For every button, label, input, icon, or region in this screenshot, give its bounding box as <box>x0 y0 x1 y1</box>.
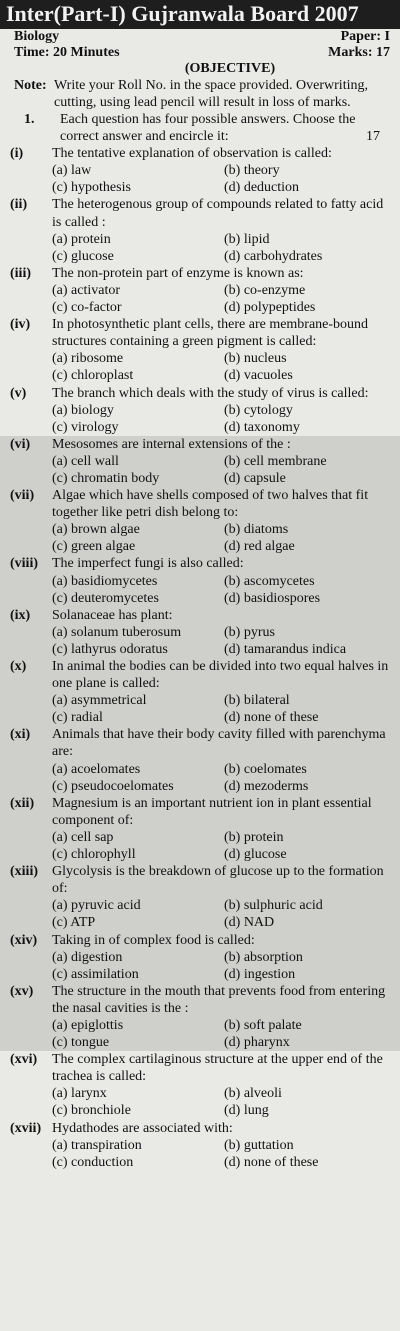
instruction-number: 1. <box>24 112 35 127</box>
option-a[interactable]: (a) pyruvic acid <box>52 898 141 914</box>
option-d[interactable]: (d) glucose <box>224 847 287 863</box>
paper-label: Paper: I <box>340 29 390 44</box>
question-text: The imperfect fungi is also called: <box>52 556 244 572</box>
question-item <box>0 607 400 658</box>
question-number: (xiv) <box>10 932 38 948</box>
question-number: (vi) <box>10 436 31 452</box>
option-c[interactable]: (c) virology <box>52 419 119 435</box>
note-label: Note: <box>14 78 47 93</box>
option-d[interactable]: (d) deduction <box>224 180 300 196</box>
option-c[interactable]: (c) radial <box>52 710 103 726</box>
option-d[interactable]: (d) mezoderms <box>224 778 309 794</box>
question-number: (ii) <box>10 197 28 213</box>
option-d[interactable]: (d) none of these <box>224 710 319 726</box>
question-item <box>0 863 400 931</box>
option-a[interactable]: (a) cell wall <box>52 453 119 469</box>
options-grid <box>52 231 392 265</box>
option-d[interactable]: (d) basidiospores <box>224 590 321 606</box>
option-c[interactable]: (c) pseudocoelomates <box>52 778 174 794</box>
instruction-marks: 17 <box>366 129 380 145</box>
question-list <box>0 145 400 1171</box>
question-item <box>0 265 400 316</box>
question-item <box>0 555 400 606</box>
option-b[interactable]: (b) nucleus <box>224 351 287 367</box>
option-b[interactable]: (b) absorption <box>224 949 303 965</box>
option-c[interactable]: (c) bronchiole <box>52 1103 131 1119</box>
question-number: (iv) <box>10 317 31 333</box>
question-item <box>0 436 400 487</box>
option-a[interactable]: (a) solanum tuberosum <box>52 624 182 640</box>
question-text: The non-protein part of enzyme is known as: <box>52 265 304 281</box>
option-a[interactable]: (a) law <box>52 163 92 179</box>
option-c[interactable]: (c) chloroplast <box>52 368 134 384</box>
question-text: Glycolysis is the breakdown of glucose up to the formation of: <box>52 864 384 897</box>
option-b[interactable]: (b) alveoli <box>224 1086 282 1102</box>
question-number: (xi) <box>10 727 31 743</box>
option-a[interactable]: (a) ribosome <box>52 351 124 367</box>
section-heading: (OBJECTIVE) <box>184 61 276 76</box>
options-grid <box>52 521 392 555</box>
subject-label: Biology <box>14 29 60 44</box>
options-grid <box>52 573 392 607</box>
question-number: (xvi) <box>10 1052 38 1068</box>
option-c[interactable]: (c) ATP <box>52 915 96 931</box>
option-c[interactable]: (c) chromatin body <box>52 470 160 486</box>
option-c[interactable]: (c) glucose <box>52 248 114 264</box>
question-text: In animal the bodies can be divided into two equal halves in one plane is called: <box>52 659 389 692</box>
question-text: The complex cartilaginous structure at the upper end of the trachea is called: <box>52 1052 383 1085</box>
options-grid <box>52 162 392 196</box>
options-grid <box>52 692 392 726</box>
option-a[interactable]: (a) epiglottis <box>52 1017 124 1033</box>
option-a[interactable]: (a) protein <box>52 231 111 247</box>
options-grid <box>52 453 392 487</box>
options-grid <box>52 402 392 436</box>
option-c[interactable]: (c) deuteromycetes <box>52 590 159 606</box>
note-text: Write your Roll No. in the space provided. Overwriting, cutting, using lead pencil will result in loss of marks. <box>54 78 368 110</box>
question-number: (i) <box>10 146 24 162</box>
question-text: Taking in of complex food is called: <box>52 932 255 948</box>
option-b[interactable]: (b) ascomycetes <box>224 573 315 589</box>
option-d[interactable]: (d) ingestion <box>224 966 296 982</box>
option-a[interactable]: (a) transpiration <box>52 1137 142 1153</box>
option-a[interactable]: (a) biology <box>52 402 114 418</box>
option-d[interactable]: (d) polypeptides <box>224 300 316 316</box>
question-text: The tentative explanation of observation is called: <box>52 146 332 162</box>
question-item <box>0 1120 400 1171</box>
option-a[interactable]: (a) cell sap <box>52 829 114 845</box>
question-text: The heterogenous group of compounds related to fatty acid is called : <box>52 197 384 230</box>
option-b[interactable]: (b) lipid <box>224 231 270 247</box>
option-a[interactable]: (a) acoelomates <box>52 761 141 777</box>
option-b[interactable]: (b) coelomates <box>224 761 307 777</box>
question-number: (xiii) <box>10 864 38 880</box>
option-b[interactable]: (b) theory <box>224 163 280 179</box>
option-c[interactable]: (c) chlorophyll <box>52 847 136 863</box>
question-text: The branch which deals with the study of virus is called: <box>52 385 369 401</box>
option-c[interactable]: (c) co-factor <box>52 300 122 316</box>
question-text: The structure in the mouth that prevents food from entering the nasal cavities is the : <box>52 983 386 1016</box>
question-number: (viii) <box>10 556 38 572</box>
option-d[interactable]: (d) none of these <box>224 1154 319 1170</box>
question-text: Mesosomes are internal extensions of the : <box>52 436 291 452</box>
question-number: (iii) <box>10 265 31 281</box>
option-b[interactable]: (b) cell membrane <box>224 453 327 469</box>
option-c[interactable]: (c) assimilation <box>52 966 139 982</box>
instruction <box>0 111 400 145</box>
page-title: Inter(Part-I) Gujranwala Board 2007 <box>0 0 400 29</box>
question-text: Hydathodes are associated with: <box>52 1120 233 1136</box>
options-grid <box>52 761 392 795</box>
note <box>0 77 400 111</box>
question-item <box>0 1051 400 1119</box>
option-b[interactable]: (b) sulphuric acid <box>224 898 323 914</box>
question-number: (vii) <box>10 488 35 504</box>
option-d[interactable]: (d) taxonomy <box>224 419 300 435</box>
question-number: (xv) <box>10 983 34 999</box>
question-number: (ix) <box>10 607 31 623</box>
option-b[interactable]: (b) protein <box>224 829 284 845</box>
option-c[interactable]: (c) conduction <box>52 1154 134 1170</box>
option-c[interactable]: (c) lathyrus odoratus <box>52 641 168 657</box>
question-item <box>0 795 400 863</box>
question-text: In photosynthetic plant cells, there are membrane-bound structures containing a green pigment is called: <box>52 317 369 350</box>
question-text: Solanaceae has plant: <box>52 607 173 623</box>
question-text: Magnesium is an important nutrient ion in plant essential component of: <box>52 795 372 828</box>
options-grid <box>52 282 392 316</box>
option-d[interactable]: (d) pharynx <box>224 1035 290 1051</box>
option-d[interactable]: (d) red algae <box>224 539 295 555</box>
option-d[interactable]: (d) tamarandus indica <box>224 641 347 657</box>
options-grid <box>52 1085 392 1119</box>
meta-row-1 <box>0 29 400 45</box>
options-grid <box>52 897 392 931</box>
question-item <box>0 487 400 555</box>
option-b[interactable]: (b) soft palate <box>224 1017 302 1033</box>
marks-label: Marks: 17 <box>328 45 390 60</box>
option-b[interactable]: (b) pyrus <box>224 624 275 640</box>
question-text: Animals that have their body cavity filled with parenchyma are: <box>52 727 386 760</box>
question-number: (xii) <box>10 795 35 811</box>
option-a[interactable]: (a) asymmetrical <box>52 693 147 709</box>
question-item <box>0 145 400 196</box>
meta-row-2 <box>0 45 400 61</box>
option-b[interactable]: (b) guttation <box>224 1137 294 1153</box>
option-c[interactable]: (c) tongue <box>52 1035 110 1051</box>
question-item <box>0 726 400 794</box>
option-a[interactable]: (a) brown algae <box>52 522 140 538</box>
options-grid <box>52 829 392 863</box>
question-item <box>0 983 400 1051</box>
option-d[interactable]: (d) carbohydrates <box>224 248 323 264</box>
option-d[interactable]: (d) lung <box>224 1103 269 1119</box>
question-item <box>0 196 400 264</box>
option-b[interactable]: (b) diatoms <box>224 522 289 538</box>
question-number: (x) <box>10 659 27 674</box>
options-grid <box>52 1017 392 1051</box>
question-text: Algae which have shells composed of two halves that fit together like petri dish belong to: <box>52 488 369 521</box>
options-grid <box>52 350 392 384</box>
option-a[interactable]: (a) activator <box>52 282 121 298</box>
question-number: (xvii) <box>10 1120 42 1136</box>
option-d[interactable]: (d) vacuoles <box>224 368 293 384</box>
option-c[interactable]: (c) hypothesis <box>52 180 131 196</box>
question-item <box>0 932 400 983</box>
time-label: Time: 20 Minutes <box>14 45 120 60</box>
options-grid <box>52 1137 392 1171</box>
instruction-text: Each question has four possible answers. Choose the correct answer and encircle it: <box>60 112 356 145</box>
option-a[interactable]: (a) larynx <box>52 1086 107 1102</box>
option-a[interactable]: (a) digestion <box>52 949 123 965</box>
question-item <box>0 658 400 726</box>
option-d[interactable]: (d) capsule <box>224 470 286 486</box>
option-b[interactable]: (b) co-enzyme <box>224 282 306 298</box>
option-c[interactable]: (c) green algae <box>52 539 136 555</box>
options-grid <box>52 949 392 983</box>
option-b[interactable]: (b) cytology <box>224 402 293 418</box>
options-grid <box>52 624 392 658</box>
option-b[interactable]: (b) bilateral <box>224 693 290 709</box>
question-number: (v) <box>10 385 27 401</box>
question-item <box>0 385 400 436</box>
option-a[interactable]: (a) basidiomycetes <box>52 573 158 589</box>
question-item <box>0 316 400 384</box>
option-d[interactable]: (d) NAD <box>224 915 275 931</box>
